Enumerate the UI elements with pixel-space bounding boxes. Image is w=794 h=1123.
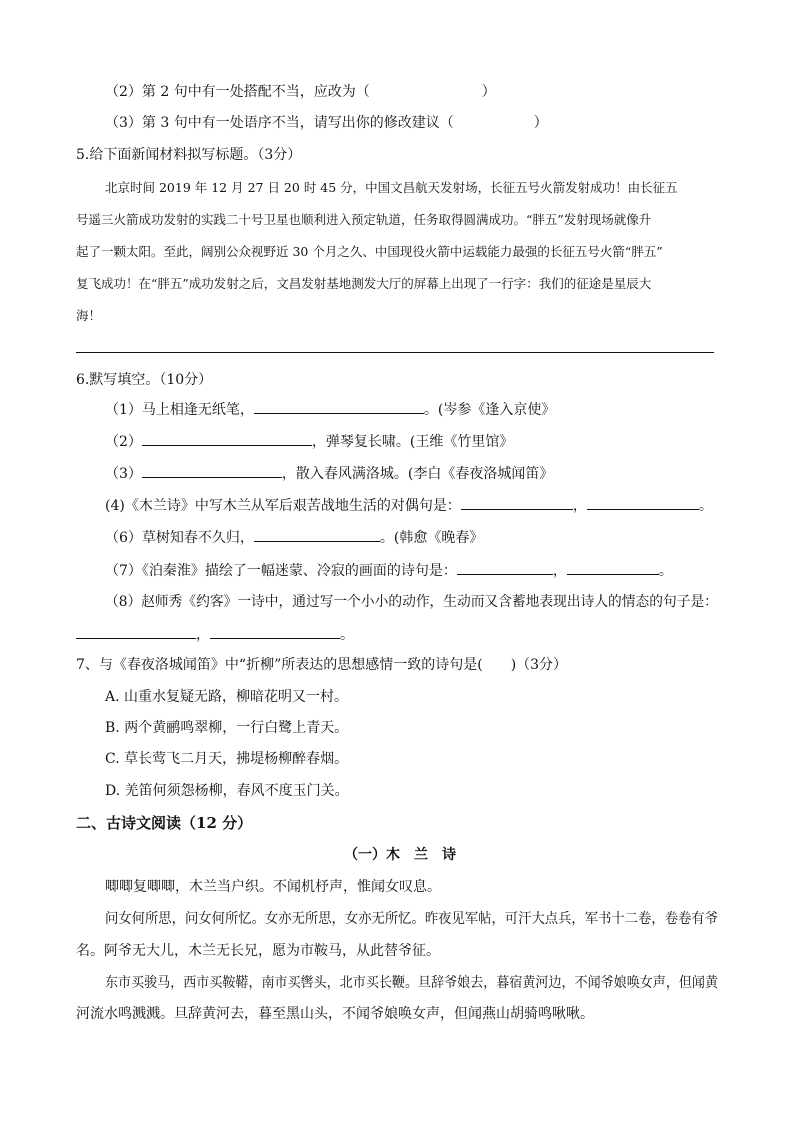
answer-blank[interactable]	[461, 495, 573, 510]
answer-blank[interactable]	[587, 495, 699, 510]
answer-blank[interactable]	[567, 560, 659, 575]
poem-line: 唧唧复唧唧，木兰当户织。不闻机杼声，惟闻女叹息。	[105, 879, 441, 895]
q4-item-2: （2）第 2 句中有一处搭配不当，应改为（ ）	[105, 84, 496, 100]
poem-title: （一）木 兰 诗	[344, 847, 456, 863]
answer-blank[interactable]	[457, 560, 553, 575]
q6-title: 6.默写填空。（10分）	[76, 372, 213, 388]
section-heading: 二、古诗文阅读（12 分）	[76, 814, 253, 832]
q5-news-line: 号遥三火箭成功发射的实践二十号卫星也顺利进入预定轨道，任务取得圆满成功。“胖五”发射现场就像升	[76, 212, 652, 227]
q6-item-1: （1）马上相逢无纸笔， 。(岑参《逢入京使》	[105, 399, 555, 420]
q6-item-8-blanks: ， 。	[76, 624, 354, 645]
poem-line: 问女何所思，问女何所忆。女亦无所思，女亦无所忆。昨夜见军帖，可汗大点兵，军书十二卷，卷卷有爷	[105, 911, 719, 927]
q7-title: 7、与《春夜洛城闻笛》中“折柳”所表达的思想感情一致的诗句是( )（3分）	[76, 657, 568, 673]
q7-option-b[interactable]: B. 两个黄鹂鸣翠柳，一行白鹭上青天。	[105, 720, 349, 736]
q4-item-3: （3）第 3 句中有一处语序不当，请写出你的修改建议（ ）	[105, 115, 548, 131]
poem-line: 东市买骏马，西市买鞍鞯，南市买辔头，北市买长鞭。旦辞爷娘去，暮宿黄河边，不闻爷娘唤女声，但闻黄	[105, 975, 718, 991]
answer-blank[interactable]	[254, 399, 424, 414]
q6-item-8: （8）赵师秀《约客》一诗中，通过写一个小小的动作，生动而又含蓄地表现出诗人的情态的句子是：	[105, 594, 718, 610]
q6-item-4: (4)《木兰诗》中写木兰从军后艰苦战地生活的对偶句是： ， 。	[105, 495, 713, 516]
q5-news-line: 海！	[76, 308, 102, 323]
answer-blank[interactable]	[254, 527, 380, 542]
answer-blank[interactable]	[142, 431, 312, 446]
poem-line: 名。阿爷无大儿，木兰无长兄，愿为市鞍马，从此替爷征。	[76, 943, 440, 959]
q5-title: 5.给下面新闻材料拟写标题。（3分）	[76, 147, 302, 163]
q5-answer-line[interactable]	[76, 352, 714, 353]
q6-item-2: （2） ，弹琴复长啸。(王维《竹里馆》	[105, 431, 513, 452]
q6-item-3: （3） ，散入春风满洛城。(李白《春夜洛城闻笛》	[105, 463, 553, 484]
answer-blank[interactable]	[142, 463, 282, 478]
poem-line: 河流水鸣溅溅。旦辞黄河去，暮至黑山头，不闻爷娘唤女声，但闻燕山胡骑鸣啾啾。	[76, 1006, 594, 1022]
q6-item-6: （6）草树知春不久归， 。(韩愈《晚春》	[105, 527, 483, 548]
q7-option-a[interactable]: A. 山重水复疑无路，柳暗花明又一村。	[105, 689, 349, 705]
answer-blank[interactable]	[76, 624, 196, 639]
answer-blank[interactable]	[210, 624, 340, 639]
q7-option-c[interactable]: C. 草长莺飞二月天，拂堤杨柳醉春烟。	[105, 751, 349, 767]
q5-news-line: 北京时间 2019 年 12 月 27 日 20 时 45 分，中国文昌航天发射场，长征五号火箭发射成功！由长征五	[105, 180, 678, 195]
q6-item-7: （7）《泊秦淮》描绘了一幅迷蒙、冷寂的画面的诗句是： ， 。	[105, 560, 673, 581]
q5-news-line: 起了一颗太阳。至此，阔别公众视野近 30 个月之久、中国现役火箭中运载能力最强的长征五号火箭“胖五”	[76, 244, 663, 259]
q7-option-d[interactable]: D. 羌笛何须怨杨柳，春风不度玉门关。	[105, 783, 349, 799]
q5-news-line: 复飞成功！在“胖五”成功发射之后，文昌发射基地测发大厅的屏幕上出现了一行字：我们的征途是星辰大	[76, 276, 652, 291]
